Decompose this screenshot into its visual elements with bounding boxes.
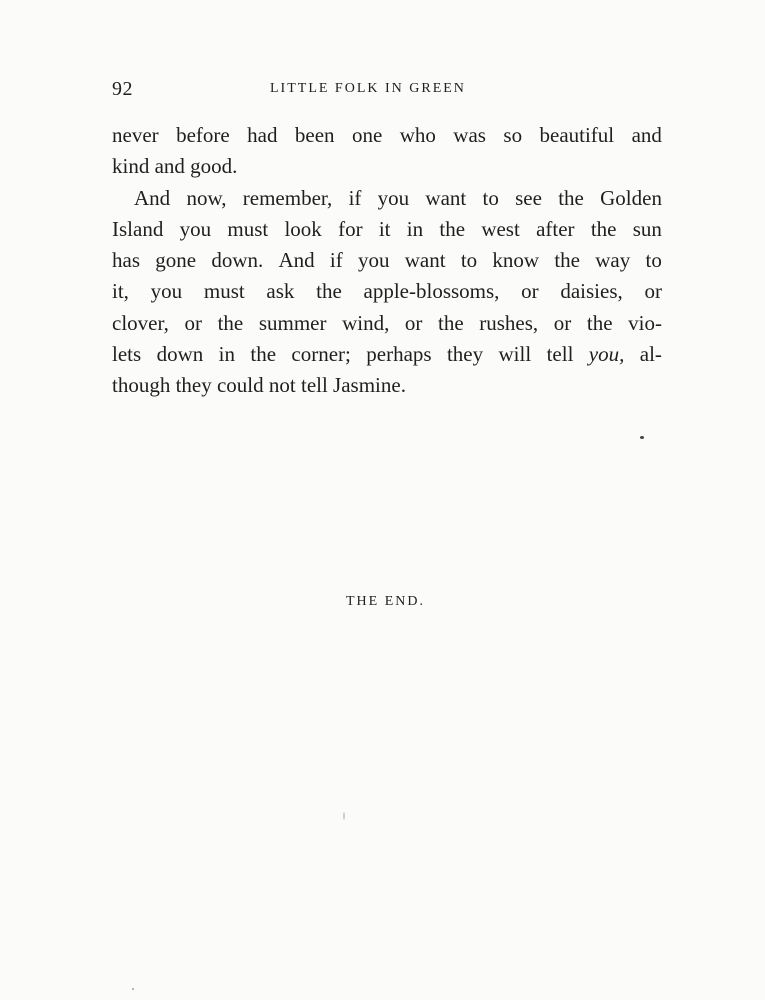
word: must [227, 216, 269, 241]
word: to [482, 185, 499, 210]
word: ask [266, 279, 295, 304]
text-line [112, 183, 662, 214]
word: see [515, 185, 542, 210]
word: for [338, 216, 363, 241]
word: if [329, 248, 343, 273]
word: the [590, 216, 617, 241]
word: you [150, 279, 183, 304]
word: the [217, 310, 244, 335]
word: the [554, 248, 580, 273]
word: to [460, 248, 478, 273]
word: who [399, 123, 436, 147]
word: had [247, 123, 278, 147]
word: west [481, 216, 520, 241]
word: and [631, 123, 662, 147]
word: beautiful [539, 123, 615, 147]
word: look [284, 216, 322, 241]
word: the [438, 310, 464, 335]
word: know [492, 248, 540, 273]
word: or [404, 310, 423, 335]
word: now, [186, 185, 227, 210]
text-line [112, 370, 662, 401]
line-text: though they could not tell Jasmine. [112, 373, 406, 398]
word: one [351, 123, 383, 147]
word: way [595, 248, 631, 273]
word: after [536, 216, 575, 241]
word: you [377, 185, 410, 210]
word: corner; [291, 342, 351, 367]
word: you [358, 248, 390, 273]
word: the [439, 216, 466, 241]
word: And [134, 185, 171, 210]
word: they [446, 342, 484, 367]
word: Island [112, 216, 164, 241]
page-number: 92 [112, 78, 133, 100]
word: to [645, 248, 662, 273]
word: before [176, 123, 230, 147]
word: summer [258, 310, 327, 335]
word: or [644, 279, 662, 304]
print-speck [132, 988, 134, 990]
word: want [404, 248, 446, 273]
word: the [586, 310, 613, 335]
word: it [378, 216, 391, 241]
word: want [425, 185, 467, 210]
word: the [250, 342, 277, 367]
word: or [184, 310, 202, 335]
word: so [503, 123, 523, 147]
text-line [112, 276, 662, 307]
word: has [112, 248, 140, 273]
word: perhaps [366, 342, 432, 367]
word: the [558, 185, 584, 210]
running-title: LITTLE FOLK IN GREEN [270, 81, 466, 96]
word: And [278, 248, 315, 273]
end-mark: THE END. [346, 594, 425, 609]
word: been [294, 123, 335, 147]
word: Golden [600, 185, 662, 210]
text-line [112, 245, 662, 276]
text-line [112, 151, 662, 182]
word: in [218, 342, 235, 367]
word: if [348, 185, 362, 210]
text-line [112, 339, 662, 370]
word: was [453, 123, 486, 147]
word: never [112, 123, 159, 147]
emphasized-word: you, [588, 342, 625, 367]
text-line [112, 214, 662, 245]
word: remember, [242, 185, 333, 210]
word: or [521, 279, 539, 304]
word: it, [112, 279, 129, 304]
text-line [112, 120, 662, 151]
word: or [553, 310, 572, 335]
body-text [112, 120, 662, 402]
word: you [179, 216, 212, 241]
running-head [112, 78, 662, 102]
word: gone [155, 248, 197, 273]
word: clover, [112, 310, 169, 335]
word: tell [546, 342, 574, 367]
word: sun [632, 216, 662, 241]
word: lets [112, 342, 142, 367]
word: wind, [342, 310, 390, 335]
text-line [112, 308, 662, 339]
word: al- [639, 342, 662, 367]
word: the [316, 279, 342, 304]
word: down. [211, 248, 264, 273]
line-text: kind and good. [112, 154, 238, 179]
word: vio- [628, 310, 662, 335]
word: must [203, 279, 245, 304]
print-speck [640, 436, 644, 439]
word: rushes, [479, 310, 539, 335]
word: down [156, 342, 204, 367]
word: will [498, 342, 532, 367]
print-speck [343, 812, 345, 820]
word: apple-blossoms, [363, 279, 500, 304]
word: in [406, 216, 424, 241]
word: daisies, [560, 279, 623, 304]
